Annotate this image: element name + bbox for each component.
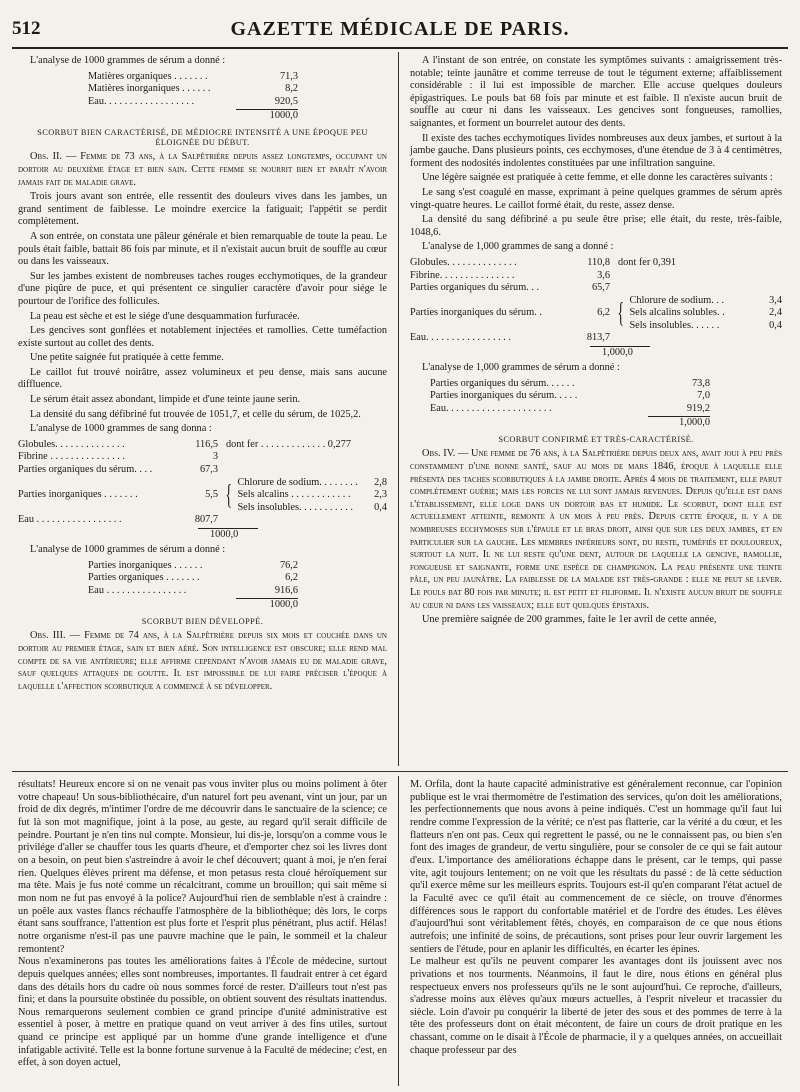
feuilleton-left-column [18, 779, 387, 1072]
table-row [88, 71, 298, 84]
inorganic-group [410, 295, 782, 333]
table-row [18, 464, 387, 477]
table-row [237, 489, 387, 502]
row-value: 65,7 [591, 282, 610, 294]
table-row [430, 378, 710, 391]
row-value: 813,7 [586, 332, 610, 344]
table-total: 1,000,0 [602, 347, 633, 359]
page-header [12, 18, 788, 42]
feuilleton-text: résultats! Heureux encore si on ne venait pas vous inviter plus ou moins poliment à ôter votre chapeau! Un sous-bibliothécaire, d'un naturel fort peu avenant, vint un jour, par un froid de dix degrés, m'intimer l'ordre de me découvrir dans le sanctuaire de la science; ce fut là son mot magnifique, joint à la pose, au geste, au regard qu'il serait difficile de peindre. Pourtant je n'en tins nul compte. Monsieur, lui dis-je, lorsqu'on a comme vous le privilége d'aller se chauffer tous les quarts d'heure, et d'emporter chez soi les livres dont on a besoin, on peut bien s'astreindre à avoir le chef découvert; quant à moi, je n'en ferai rien. Quelques élèves prirent ma défense, et mon petasus resta cloué héroïquement sur ma tête. Mais je fus noté comme un récalcitrant, comme un brouillon; qui sait même si mon nom ne fut pas envoyé à la police? Aujourd'hui rien de semblable n'est à craindre : un poêle aux vastes flancs réchauffe l'atmosphère de la bibliothèque; dès lors, le corps étant sans souffrance, l'attention est plus forte et l'esprit plus pénétrant, plus actif. Hélas! notre organisme n'est-il pas une pauvre machine que le pain, le sommeil et la chaleur remontent? Nous n'examinerons pas toutes les améliorations faites à l'École de médecine, surtout depuis quelques années; elles sont nombreuses, importantes. Il faudrait entrer à cet égard dans des détails hors du cadre où nous sommes forcé de rester. D'ailleurs tout n'est pas fini; et dans la poursuite obstinée du possible, on obtient souvent des résultats inattendus. Nous remarquerons seulement combien ce grand principe d'unité administrative est essentiel à poser, à mettre en pratique quand on veut arriver à des fins utiles, surtout quand ce principe est appliqué par un homme d'une grande intelligence et d'une infatigable activité. Telle est la bonne fortune survenue à la Faculté de médecine; c'est, en effet, à son doyen actuel, [18, 779, 387, 1069]
row-value: 2,4 [769, 307, 782, 319]
row-value: 3,4 [769, 294, 782, 306]
row-value: 116,5 [195, 438, 218, 450]
row-label: Matières inorganiques . . . . . . [88, 83, 211, 95]
paragraph: L'analyse de 1,000 grammes de sang a donné : [422, 241, 614, 253]
journal-title: GAZETTE MÉDICALE DE PARIS. [230, 18, 570, 40]
row-value: 67,3 [199, 464, 218, 476]
row-value: 73,8 [691, 377, 710, 389]
row-value: 807,7 [194, 514, 218, 526]
row-value: 916,6 [274, 584, 298, 596]
paragraph: Une légère saignée est pratiquée à cette femme, et elle donne les caractères suivants : [422, 172, 773, 184]
row-label: Parties organiques du sérum. . . . . . [430, 377, 575, 389]
row-value: 7,0 [697, 390, 710, 402]
paragraph: A l'instant de son entrée, on constate les symptômes suivants : amaigrissement très-notable; teinte jaunâtre et comme terreuse de tout le tégument externe; affaiblissement considérable : il lui est impossible de marcher. Elle accuse quelques douleurs épigastriques. Le pouls bat 68 fois par minute et est faible. Il n'existe aucun bruit de souffle au cœur ni dans les vaisseaux. Les gencives sont fongueuses, ramollies, saignantes, et forment un bourrelet autour des dents. [410, 55, 782, 129]
row-label: Parties organiques du sérum. . . . [18, 464, 153, 476]
table-row [88, 572, 298, 585]
section-heading: SCORBUT CONFIRMÉ ET TRÈS-CARACTÉRISÉ. [498, 435, 694, 445]
row-label: Sels insolubles. . . . . . [629, 319, 720, 331]
row-value: 6,2 [597, 307, 610, 319]
feuilleton-text: M. Orfila, dont la haute capacité administrative est généralement reconnue, car l'opinion publique est le vrai thermomètre de l'estimation des services, qu'on doit les améliorations, les perfectionnements que nous avons à peine indiqués. C'est un hommage qu'il faut lui rendre comme l'expression de la vérité; ce n'est pas flatterie, car la vérité a du cœur, et les flatteurs n'en ont pas. Ceux qui regrettent le passé, ou ne le connaissent pas, ou bien s'en font des images de grandeur, de vertu singulière, pour se consoler de ce qui se fait autour d'eux. L'importance des améliorations échappe dans le présent, car le temps, qui passe vite, agit toujours lentement; on ne voit que les résultats du passé : de là cette séduction qu'il exerce même sur les meilleurs esprits. Toujours est-il qu'en comparant l'état actuel de la Faculté avec ce qu'il était au commencement de ce siècle, on trouve d'énormes différences sous le rapport du confortable matériel et de l'ordre des études. Les élèves d'aujourd'hui sont véritablement fêtés, choyés, en comparaison de ce que nous étions autrefois; une infinité de soins, de précautions, sont prises pour leur ouvrir largement les sentiers de l'étude, pour en aplanir les difficultés, en écarter les épines. Le malheur est qu'ils ne peuvent comparer les avantages dont ils jouissent avec nos privations et nos tourments. Néanmoins, il faut le dire, nous étions en général plus respectueux envers nos professeurs qu'ils ne le sont aujourd'hui. Ce reproche, d'ailleurs, s'adresse moins aux élèves qu'aux mœurs actuelles, à l'esprit niveleur et tracassier du siècle. Loin d'avoir pu conquérir la liberté de jeter des sous et des pommes de terre à la tête des professeurs dont on était mécontent, de faire un cours de droit pratique en les chassant, comme on le disait à l'École de pharmacie, il y a quelques années, on accueillait chaque professeur par des [410, 779, 782, 1056]
observation-paragraph: Obs. II. — Femme de 73 ans, à la Salpêtrière depuis assez longtemps, occupant un dortoir au deuxième étage et bien sain. Cette femme se nourrit bien et paraît n'avoir jamais fait de maladie grave. [18, 151, 387, 188]
table-row [237, 502, 387, 515]
row-note: dont fer . . . . . . . . . . . . . 0,277 [226, 438, 351, 450]
table-total: 1000,0 [210, 529, 239, 540]
table-row [410, 332, 782, 345]
table-row [88, 560, 298, 573]
paragraph: Le sang s'est coagulé en masse, exprimant à peine quelques grammes de sérum après vingt-quatre heures. Le caillot formé était, du reste, assez dense. [410, 186, 782, 211]
feuilleton-rule [12, 771, 788, 772]
table-row [88, 96, 298, 109]
paragraph: Une première saignée de 200 grammes, faite le 1er avril de cette année, [422, 614, 717, 626]
serum-analysis-table [88, 560, 298, 613]
row-value: 8,2 [285, 83, 298, 95]
row-label: Fibrine . . . . . . . . . . . . . . . [18, 451, 125, 463]
column-divider [398, 52, 399, 766]
row-label: Eau. . . . . . . . . . . . . . . . . . [88, 95, 195, 107]
paragraph: Une petite saignée fut pratiquée à cette femme. [30, 352, 224, 364]
row-label: Fibrine. . . . . . . . . . . . . . . [410, 269, 515, 281]
table-row [629, 320, 782, 333]
table-total: 1000,0 [269, 599, 298, 611]
row-label: Eau. . . . . . . . . . . . . . . . . [410, 332, 511, 344]
table-row [430, 403, 710, 416]
paragraph: L'analyse de 1000 grammes de sérum a donné : [30, 544, 226, 555]
row-value: 0,4 [769, 319, 782, 331]
right-column [410, 55, 782, 629]
row-label: Sels insolubles. . . . . . . . . . . [237, 501, 354, 513]
row-value: 0,4 [374, 501, 387, 513]
row-label: Parties inorganiques du sérum. . [410, 307, 542, 319]
row-value: 76,2 [279, 559, 298, 571]
row-label: Matières organiques . . . . . . . [88, 70, 208, 82]
row-value: 5,5 [205, 489, 218, 501]
row-label: Eau . . . . . . . . . . . . . . . . [88, 584, 187, 596]
row-value: 2,3 [374, 489, 387, 501]
paragraph: L'analyse de 1000 grammes de sang donna : [30, 423, 212, 435]
blood-analysis-table [410, 257, 782, 360]
row-label: Eau. . . . . . . . . . . . . . . . . . . . . [430, 402, 552, 414]
serum-analysis-table [88, 71, 298, 124]
blood-analysis-table [18, 439, 387, 542]
row-label: Eau . . . . . . . . . . . . . . . . . [18, 514, 122, 526]
table-row [629, 307, 782, 320]
paragraph: Les gencives sont gonflées et notablement injectées et ramollies. Cette tuméfaction existe surtout au collet des dents. [18, 325, 387, 349]
row-label: Parties inorganiques du sérum. . . . . [430, 390, 578, 402]
row-value: 3,6 [597, 269, 610, 281]
section-heading: SCORBUT BIEN CARACTÉRISÉ, DE MÉDIOCRE INTENSITÉ A UNE ÉPOQUE PEU ÉLOIGNÉE DU DÉBUT. [37, 128, 368, 148]
table-row [410, 282, 782, 295]
table-row [18, 514, 387, 527]
page-number: 512 [12, 18, 41, 39]
table-row [18, 439, 387, 452]
row-label: Chlorure de sodium. . . . . . . . [237, 476, 358, 488]
section-heading: SCORBUT BIEN DÉVELOPPÉ. [141, 617, 264, 627]
paragraph: La densité du sang défibriné a pu seule être prise; elle était, du reste, très-faible, 1048,6. [410, 214, 782, 238]
table-row [18, 451, 387, 464]
row-value: 3 [212, 451, 218, 463]
table-row [430, 390, 710, 403]
header-rule [12, 47, 788, 49]
row-label: Parties organiques . . . . . . . [88, 572, 200, 584]
row-value: 919,2 [686, 402, 710, 414]
row-label: Parties inorganiques . . . . . . . [18, 489, 138, 501]
paragraph: Le caillot fut trouvé noirâtre, assez volumineux et peu dense, mais sans aucune diffluence. [18, 366, 387, 391]
observation-paragraph: Obs. IV. — Une femme de 76 ans, à la Salpêtrière depuis deux ans, avait joui à peu près constamment d'une bonne santé, sauf au mois de mars 1846, époque à laquelle elle présenta des taches scorbutiques à la jambe droite. Après 4 mois de traitement, elle parut complétement guérie; mais les forces ne lui sont jamais revenues. Depuis qu'elle est dans l'établissement, elle loge dans un dortoir bas et humide. Le scorbut, dont elle est actuellement atteinte, remonte à un mois à peu près. Depuis cette époque, il y a de nombreuses ecchymoses sur l'épaule et le bras droit, ainsi que sur les deux jambes, et en particulier sur la gauche. Les membres inférieurs sont, du reste, tuméfiés et douloureux, surtout la nuit. Il ne lui reste qu'une dent, autour de laquelle la gencive, ramollie, fongueuse et saignante, forme une espèce de champignon. La peau présente une teinte pâle, un peu jaunâtre. La faiblesse de la malade est très-grande : elle ne peut se lever. Le pouls bat 80 fois par minute; il est petit et filiforme. Il n'existe aucun bruit de souffle au cœur ni dans les vaisseaux; elle eut quelques épistaxis. [410, 448, 782, 611]
paragraph: Le sérum était assez abondant, limpide et d'une teinte jaune serin. [30, 394, 301, 406]
row-label: Parties inorganiques . . . . . . [88, 559, 203, 571]
row-value: 920,5 [274, 95, 298, 107]
serum-analysis-table [430, 378, 710, 431]
row-value: 71,3 [279, 70, 298, 82]
feuilleton-right-column [410, 779, 782, 1059]
sub-table [629, 295, 782, 333]
paragraph: La densité du sang défibriné fut trouvée de 1051,7, et celle du sérum, de 1025,2. [30, 408, 361, 420]
row-value: 6,2 [285, 572, 298, 584]
paragraph: A son entrée, on constata une pâleur générale et bien remarquable de toute la peau. Le pouls était faible, battait 86 fois par minute, et il n'existait aucun bruit de souffle au cœur ou dans les vaisseaux. [18, 230, 387, 268]
paragraph: L'analyse de 1,000 grammes de sérum a donné : [422, 362, 620, 374]
paragraph: L'analyse de 1000 grammes de sérum a donné : [30, 55, 226, 66]
inorganic-group [18, 477, 387, 515]
row-label: Globules. . . . . . . . . . . . . . [18, 438, 125, 450]
table-total: 1000,0 [269, 110, 298, 122]
observation-paragraph: Obs. III. — Femme de 74 ans, à la Salpêtrière depuis six mois et couchée dans un dortoir au premier étage, sain et bien aéré. Son intelligence est obscure; elle rend mal compte de sa vie antérieure; elle affirme cependant n'avoir jamais eu de maladie grave, sauf quelques attaques de goutte. Il est impossible de lui faire préciser l'époque à laquelle l'affection scorbutique a commencé à se développer. [18, 630, 387, 692]
brace-glyph: { [225, 479, 233, 511]
paragraph: Trois jours avant son entrée, elle ressentit des douleurs vives dans les jambes, un grand sentiment de faiblesse. Le moindre exercice la fatiguait; l'appétit se perdit complètement. [18, 191, 387, 228]
row-note: dont fer 0,391 [618, 256, 677, 268]
table-row [410, 257, 782, 270]
table-total: 1,000,0 [679, 417, 710, 429]
column-divider [398, 776, 399, 1086]
table-row [629, 295, 782, 308]
row-label: Globules. . . . . . . . . . . . . . [410, 256, 517, 268]
table-row [410, 307, 610, 320]
row-label: Sels alcalins solubles. . [629, 307, 725, 319]
table-row [88, 585, 298, 598]
row-value: 2,8 [374, 476, 387, 488]
left-column [18, 55, 387, 695]
table-row [237, 477, 387, 490]
row-label: Sels alcalins . . . . . . . . . . . . [237, 489, 351, 501]
paragraph: Il existe des taches ecchymotiques livides nombreuses aux deux jambes, et surtout à la jambe gauche. Dans plusieurs points, ces ecchymoses, d'une étendue de 3 à 4 centimètres, forment des nodosités indolentes constituées par une infiltration sanguine. [410, 132, 782, 169]
brace-glyph: { [617, 297, 625, 329]
sub-table [237, 477, 387, 515]
row-value: 110,8 [587, 256, 610, 268]
table-row [18, 489, 218, 502]
table-row [410, 270, 782, 283]
row-label: Parties organiques du sérum. . . [410, 282, 540, 294]
row-label: Chlorure de sodium. . . [629, 294, 725, 306]
paragraph: La peau est sèche et est le siége d'une desquammation furfuracée. [30, 310, 300, 322]
paragraph: Sur les jambes existent de nombreuses taches rouges ecchymotiques, de la grandeur d'une piqûre de puce, et qui présentent ce singulier caractère d'avoir pour siége le pourtour de l'orifice des follicules. [18, 270, 387, 307]
table-row [88, 83, 298, 96]
